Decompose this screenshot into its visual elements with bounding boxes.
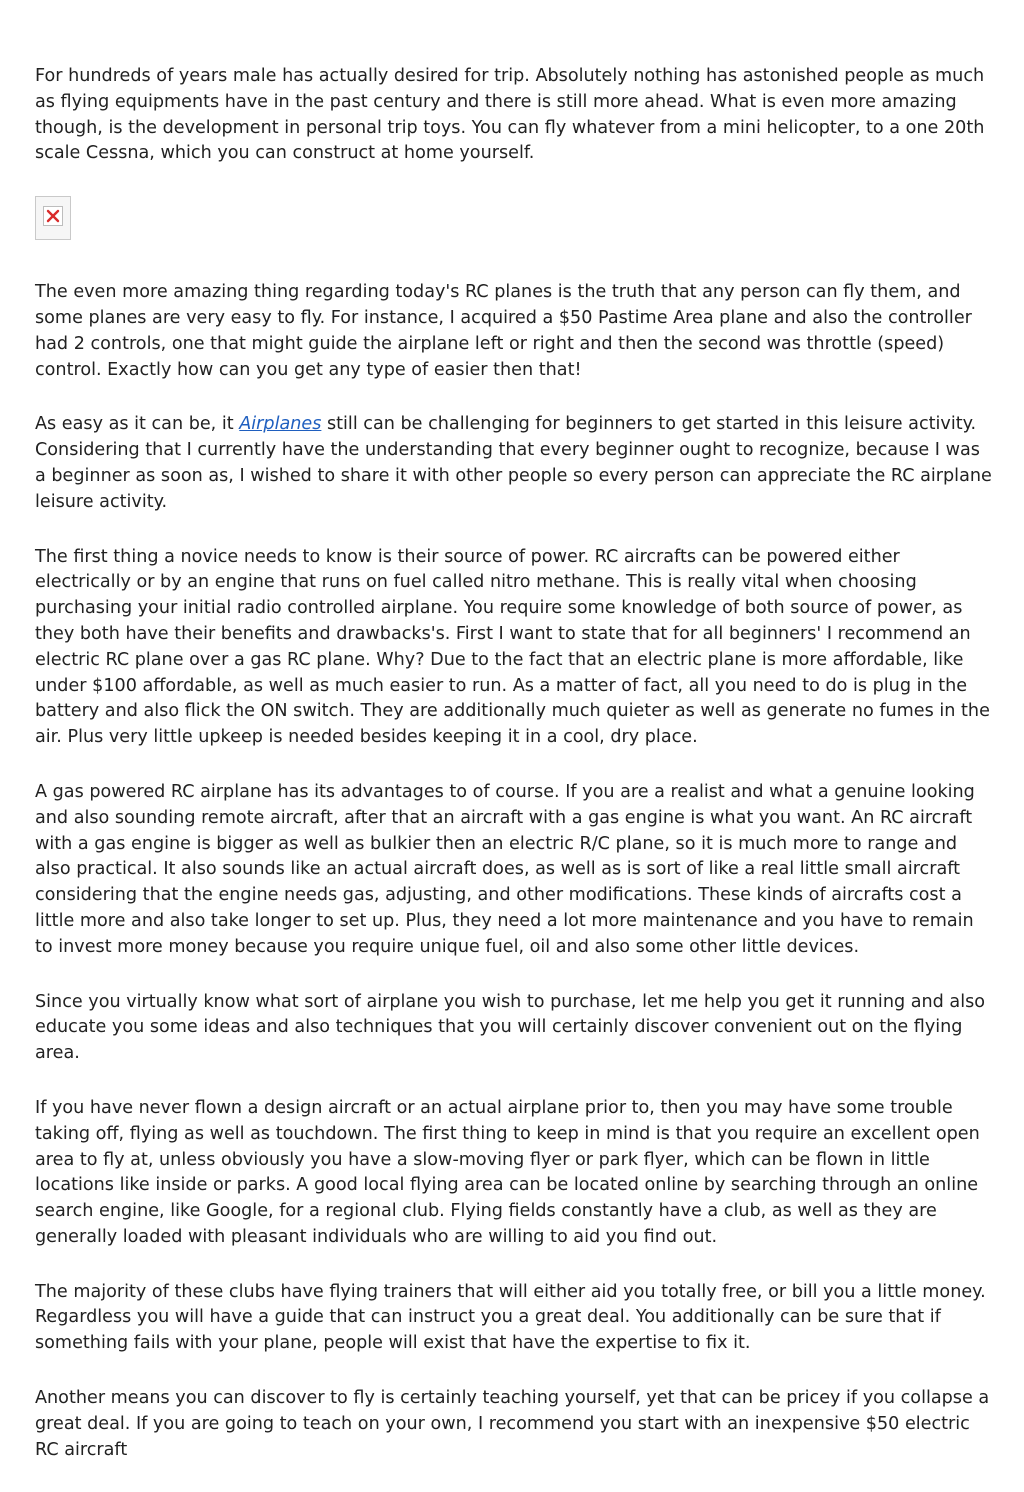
broken-image-frame <box>43 206 63 226</box>
paragraph-power-source: The first thing a novice needs to know is their source of power. RC aircrafts can be powered either electrically or by an engine that runs on fuel called nitro methane. This is really vital when choosing purchasing your initial radio controlled airplane. You require some knowledge of both source of power, as they both have their benefits and drawbacks's. First I want to state that for all beginners' I recommend an electric RC plane over a gas RC plane. Why? Due to the fact that an electric plane is more affordable, like under $100 affordable, as well as much easier to run. As a matter of fact, all you need to do is plug in the battery and also flick the ON switch. They are additionally much quieter as well as generate no fumes in the air. Plus very little upkeep is needed besides keeping it in a cool, dry place. <box>35 546 990 748</box>
paragraph-getting-started: Since you virtually know what sort of airplane you wish to purchase, let me help you get it running and also educate you some ideas and also techniques that you will certainly discover convenient out on the flying area. <box>35 991 986 1064</box>
airplanes-link[interactable]: Airplanes <box>239 414 322 435</box>
paragraph-beginners-rest: still can be challenging for beginners to get started in this leisure activity. Considering that I currently have the understanding that every beginner ought to recognize, because I was a beginner as soon as, I wished to share it with other people so every person can appreciate the RC airplane leisure activity. <box>35 414 992 512</box>
article-body <box>35 64 995 1492</box>
paragraph-rc-planes-easy: The even more amazing thing regarding today's RC planes is the truth that any person can fly them, and some planes are very easy to fly. For instance, I acquired a $50 Pastime Area plane and also the controller had 2 controls, one that might guide the airplane left or right and then the second was throttle (speed) control. Exactly how can you get any type of easier then that! <box>35 282 972 380</box>
paragraph-beginners-start: As easy as it can be, it <box>35 414 240 435</box>
close-icon <box>46 209 60 223</box>
paragraph-gas-powered: A gas powered RC airplane has its advantages to of course. If you are a realist and what a genuine looking and also sounding remote aircraft, after that an aircraft with a gas engine is what you want. An RC aircraft with a gas engine is bigger as well as bulkier then an electric R/C plane, so it is much more to range and also practical. It also sounds like an actual aircraft does, as well as is sort of like a real little small aircraft considering that the engine needs gas, adjusting, and other modifications. These kinds of aircrafts cost a little more and also take longer to set up. Plus, they need a lot more maintenance and you have to remain to invest more money because you require unique fuel, oil and also some other little devices. <box>35 781 975 957</box>
paragraph-clubs: The majority of these clubs have flying trainers that will either aid you totally free, or bill you a little money. Regardless you will have a guide that can instruct you a great deal. You additionally can be sure that if something fails with your plane, people will exist that have the expertise to fix it. <box>35 1281 986 1354</box>
broken-image-icon <box>35 196 71 240</box>
paragraph-teach-yourself: Another means you can discover to fly is certainly teaching yourself, yet that can be pricey if you collapse a great deal. If you are going to teach on your own, I recommend you start with an inexpensive $50 electric RC aircraft <box>35 1388 990 1460</box>
paragraph-flying-area: If you have never flown a design aircraft or an actual airplane prior to, then you may have some trouble taking off, flying as well as touchdown. The first thing to keep in mind is that you require an excellent open area to fly at, unless obviously you have a slow-moving flyer or park flyer, which can be flown in little locations like inside or parks. A good local flying area can be located online by searching through an online search engine, like Google, for a regional club. Flying fields constantly have a club, as well as they are generally loaded with pleasant individuals who are willing to aid you find out. <box>35 1097 980 1247</box>
paragraph-intro: For hundreds of years male has actually desired for trip. Absolutely nothing has astonished people as much as flying equipments have in the past century and there is still more ahead. What is even more amazing though, is the development in personal trip toys. You can fly whatever from a mini helicopter, to a one 20th scale Cessna, which you can construct at home yourself. <box>35 66 985 164</box>
paragraph-beginners <box>35 412 995 515</box>
